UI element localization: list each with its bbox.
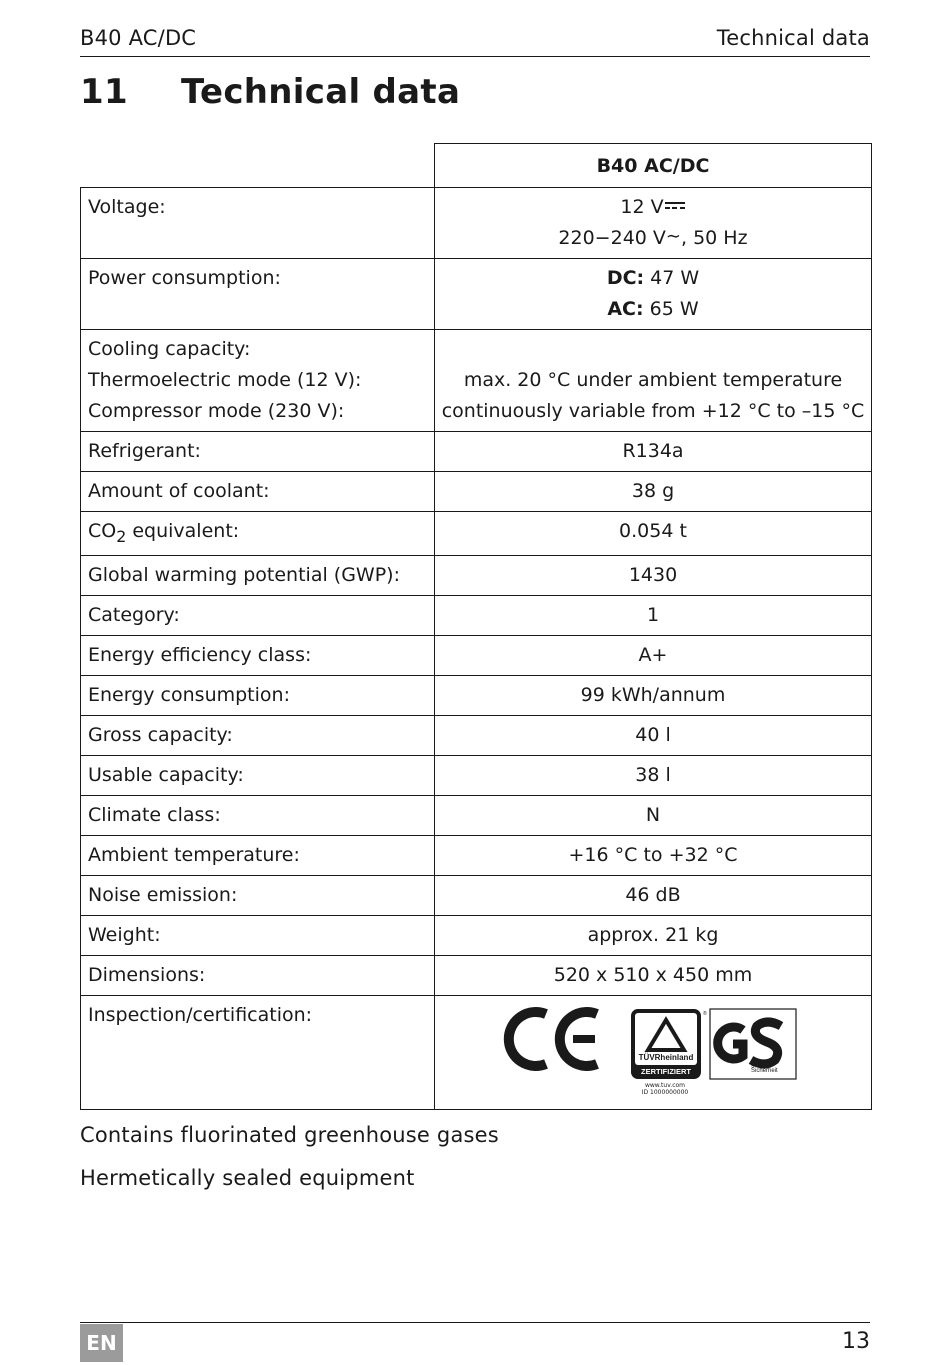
dc-current-icon [664, 200, 686, 212]
row-value: 40 l [435, 716, 872, 756]
compressor-mode-label: Compressor mode (230 V): [88, 400, 345, 422]
certification-logos-cell [435, 996, 872, 1110]
row-value: 520 x 510 x 450 mm [435, 956, 872, 996]
compressor-mode-value: continuously variable from +12 °C to –15 °C [441, 400, 865, 422]
row-label: Amount of coolant: [81, 472, 435, 512]
row-label [81, 259, 435, 330]
cooling-label: Cooling capacity: [88, 338, 251, 360]
ce-mark-logo [509, 1004, 605, 1074]
row-label: Ambient temperature: [81, 836, 435, 876]
ac-frequency-value: , 50 Hz [681, 227, 748, 249]
header-section-name: Technical data [716, 26, 870, 50]
ac-voltage-value: 220−240 V [558, 227, 666, 249]
table-row-coolant [81, 472, 872, 512]
table-row [81, 876, 872, 916]
row-value: N [435, 796, 872, 836]
chapter-title: Technical data [181, 72, 461, 112]
table-row-voltage [81, 188, 872, 259]
row-value: 1430 [435, 556, 872, 596]
table-row [81, 956, 872, 996]
row-value [435, 188, 872, 259]
row-label [81, 512, 435, 556]
table-row [81, 636, 872, 676]
table-row [81, 756, 872, 796]
table-row [81, 676, 872, 716]
footer-divider [80, 1322, 870, 1323]
row-label: Category: [81, 596, 435, 636]
dc-power-value: 47 W [644, 267, 700, 289]
table-row [81, 796, 872, 836]
header-blank-cell [81, 144, 435, 188]
row-label: Gross capacity: [81, 716, 435, 756]
row-label: Climate class: [81, 796, 435, 836]
thermo-mode-label: Thermoelectric mode (12 V): [88, 369, 362, 391]
gs-line2-text: Sicherheit [751, 1068, 778, 1074]
gs-mark-logo [709, 1008, 797, 1080]
row-label [81, 188, 435, 259]
dc-voltage-line [435, 196, 871, 227]
table-row [81, 596, 872, 636]
table-row-co2 [81, 512, 872, 556]
tuv-url-block [625, 1082, 705, 1096]
row-value: 38 l [435, 756, 872, 796]
ac-voltage-line [435, 227, 871, 258]
model-column-header: B40 AC/DC [435, 144, 872, 188]
row-label: Inspection/certification: [81, 996, 435, 1110]
table-row [81, 836, 872, 876]
row-value: R134a [435, 432, 872, 472]
table-row-certification [81, 996, 872, 1110]
page-header [80, 26, 870, 57]
row-label: Energy consumption: [81, 676, 435, 716]
table-row [81, 556, 872, 596]
row-label [81, 330, 435, 432]
header-product-name: B40 AC/DC [80, 26, 197, 50]
note-fluorinated-gases: Contains fluorinated greenhouse gases [80, 1123, 499, 1147]
tuv-brand-text: TÜVRheinland [638, 1053, 694, 1062]
row-value: 0.054 t [435, 512, 872, 556]
chapter-number: 11 [80, 72, 128, 112]
row-label: Usable capacity: [81, 756, 435, 796]
power-label: Power consumption: [88, 267, 281, 289]
tuv-id-text: ID 1000000000 [641, 1089, 689, 1096]
thermo-mode-value: max. 20 °C under ambient temperature [463, 369, 843, 391]
row-value [435, 259, 872, 330]
tuv-url-text: www.tuv.com [644, 1082, 686, 1089]
co2-subscript: 2 [116, 526, 127, 546]
row-label: Refrigerant: [81, 432, 435, 472]
tuv-rheinland-logo [630, 1008, 706, 1083]
dc-key: DC: [606, 267, 645, 289]
row-label: Energy efficiency class: [81, 636, 435, 676]
row-label: Dimensions: [81, 956, 435, 996]
row-value: approx. 21 kg [435, 916, 872, 956]
row-label: Global warming potential (GWP): [81, 556, 435, 596]
voltage-label: Voltage: [88, 196, 166, 218]
ac-power-line [435, 298, 871, 329]
row-value: 1 [435, 596, 872, 636]
table-row-refrigerant [81, 432, 872, 472]
table-row [81, 716, 872, 756]
table-row-power [81, 259, 872, 330]
co2-label-main: CO [88, 520, 117, 542]
row-value: A+ [435, 636, 872, 676]
table-header-row [81, 144, 872, 188]
row-label: Noise emission: [81, 876, 435, 916]
row-value: 46 dB [435, 876, 872, 916]
svg-text:®: ® [703, 1011, 707, 1017]
co2-label-rest: equivalent: [126, 520, 240, 542]
ac-current-icon: ∼ [665, 225, 682, 247]
table-row [81, 916, 872, 956]
gs-line1-text: geprüfte [751, 1062, 774, 1068]
dc-power-line [435, 267, 871, 298]
row-value: 38 g [435, 472, 872, 512]
ac-power-value: 65 W [643, 298, 699, 320]
cooling-spacer [435, 338, 871, 369]
row-value: +16 °C to +32 °C [435, 836, 872, 876]
tuv-banner-text: ZERTIFIZIERT [641, 1067, 691, 1076]
language-badge: EN [80, 1324, 123, 1362]
table-row-cooling [81, 330, 872, 432]
note-hermetically-sealed: Hermetically sealed equipment [80, 1166, 415, 1190]
row-value: 99 kWh/annum [435, 676, 872, 716]
dc-voltage-value: 12 V [620, 196, 664, 218]
row-value [435, 330, 872, 432]
ac-key: AC: [607, 298, 644, 320]
row-label: Weight: [81, 916, 435, 956]
technical-data-table [80, 143, 872, 1110]
page-number: 13 [842, 1329, 870, 1354]
